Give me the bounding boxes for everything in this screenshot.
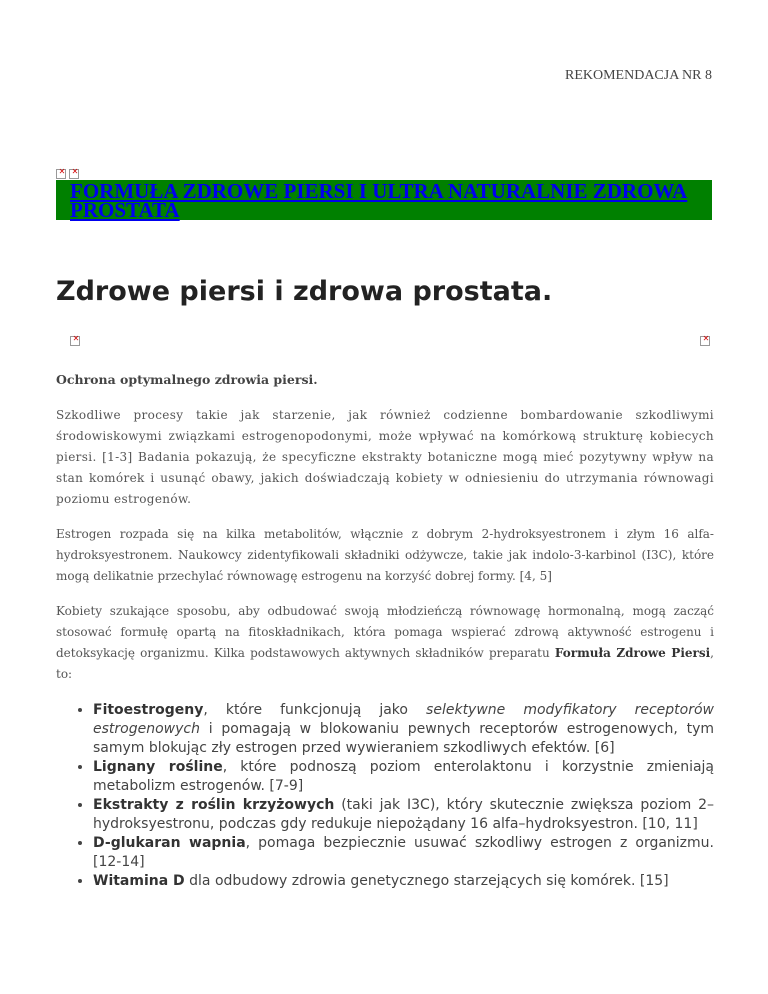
ingredient-name: D-glukaran wapnia: [93, 835, 246, 851]
banner-broken-images: [56, 169, 79, 179]
ingredient-list: [56, 701, 714, 891]
ingredient-text: dla odbudowy zdrowia genetycznego starzejących się komórek. [15]: [184, 873, 669, 889]
article-content: [56, 372, 714, 891]
paragraph-text: Kobiety szukające sposobu, aby odbudować swoją młodzieńczą równowagę hormonalną, mogą zacząć stosować formułę opartą na fitoskładnikach, która pomaga wspierać zdrową aktywność estrogenu i detoksykację organizmu. Kilka podstawowych aktywnych składników preparatu: [56, 604, 714, 660]
ingredient-text: , które podnoszą poziom enterolaktonu i korzystnie zmieniają metabolizm estrogenów. [7-9]: [93, 759, 715, 794]
ingredient-text: i pomagają w blokowaniu pewnych receptorów estrogenowych, tym samym blokując zły estrogen przed wywieraniem szkodliwych efektów. [6]: [93, 721, 714, 756]
section-heading: Ochrona optymalnego zdrowia piersi.: [56, 372, 318, 387]
broken-image-icon: [70, 336, 80, 346]
ingredient-name: Witamina D: [93, 873, 185, 889]
list-item: [93, 872, 714, 891]
list-item: [93, 758, 714, 796]
product-name: Formuła Zdrowe Piersi: [554, 646, 711, 660]
ingredient-name: Ekstrakty z roślin krzyżowych: [93, 797, 335, 813]
ingredient-text: , pomaga bezpiecznie usuwać szkodliwy estrogen z organizmu. [12-14]: [93, 835, 714, 870]
ingredient-text: , które funkcjonują jako: [203, 702, 427, 718]
list-item: [93, 834, 714, 872]
ingredient-name: Lignany rośline: [93, 759, 223, 775]
recommendation-label: REKOMENDACJA NR 8: [564, 68, 712, 83]
product-banner: [56, 180, 712, 220]
paragraph: [56, 601, 714, 685]
list-item: [93, 701, 714, 758]
paragraph-text-end: , to:: [56, 646, 714, 681]
paragraph: Estrogen rozpada się na kilka metabolitów, włącznie z dobrym 2-hydroksyestronem i złym 16 alfa-hydroksyestronem. Naukowcy zidentyfikowali składniki odżywcze, takie jak indolo-3-karbinol (I3C), które mogą delikatnie przechylać równowagę estrogenu na korzyść dobrej formy. [4, 5]: [56, 527, 714, 583]
broken-image-icon: [69, 169, 79, 179]
broken-image-icon: [56, 169, 66, 179]
broken-image-icon: [700, 336, 710, 346]
ingredient-text: (taki jak I3C), który skutecznie zwiększa poziom 2–hydroksyestronu, podczas gdy redukuje niepożądany 16 alfa–hydroksyestron. [10, 11]: [93, 797, 714, 832]
list-item: [93, 796, 714, 834]
page-title: Zdrowe piersi i zdrowa prostata.: [56, 276, 553, 307]
ingredient-name: Fitoestrogeny: [93, 702, 204, 718]
ingredient-term: selektywne modyfikatory receptorów estrogenowych: [93, 702, 714, 737]
product-banner-link[interactable]: FORMUŁA ZDROWE PIERSI I ULTRA NATURALNIE ZDROWA PROSTATA: [70, 179, 688, 222]
paragraph: Szkodliwe procesy takie jak starzenie, jak również codzienne bombardowanie szkodliwymi środowiskowymi związkami estrogenopodonymi, może wpływać na komórkową strukturę kobiecych piersi. [1-3] Badania pokazują, że specyficzne ekstrakty botaniczne mogą mieć pozytywny wpływ na stan komórek i usunąć obawy, jakich doświadczają kobiety w odniesieniu do utrzymania równowagi poziomu estrogenów.: [56, 408, 714, 506]
